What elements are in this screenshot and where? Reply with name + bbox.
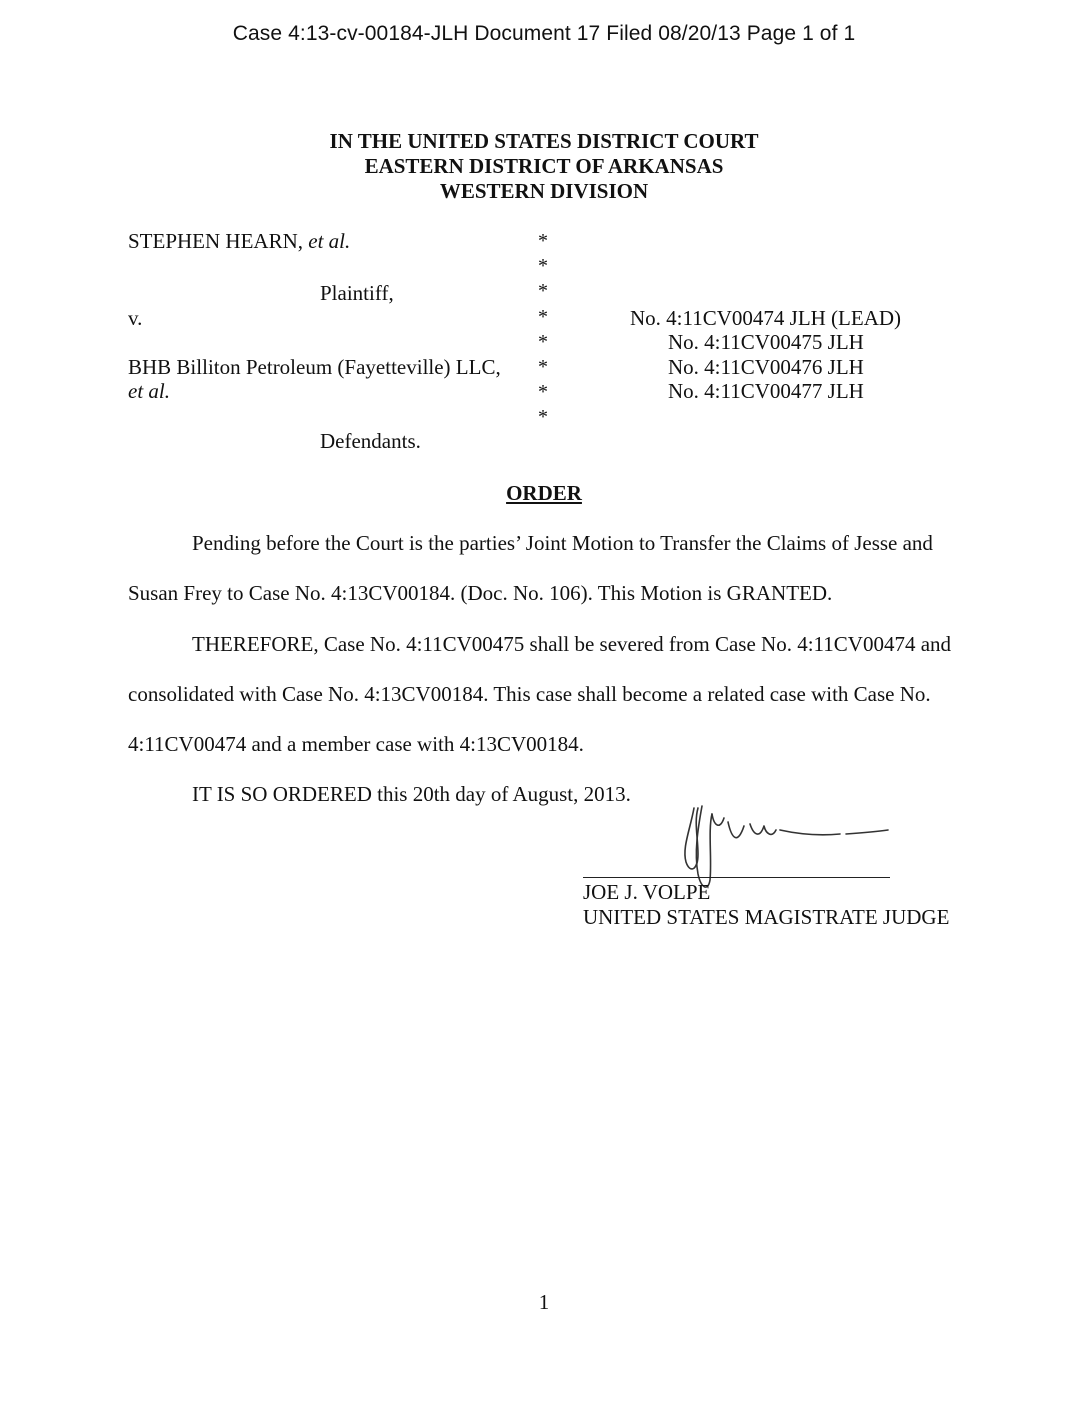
defendant-name: BHB Billiton Petroleum (Fayetteville) LLC, [128, 355, 501, 379]
body-line: Susan Frey to Case No. 4:13CV00184. (Doc. No. 106). This Motion is GRANTED. [128, 581, 833, 605]
caption-separator: * [538, 255, 548, 277]
plaintiff-line [128, 229, 350, 254]
defendant-etal: et al. [128, 379, 170, 403]
plaintiff-name: STEPHEN HEARN, [128, 229, 304, 253]
body-line: 4:11CV00474 and a member case with 4:13CV00184. [128, 732, 584, 756]
caption-separator: * [538, 406, 548, 428]
caption-separator: * [538, 331, 548, 353]
page-number: 1 [538, 1290, 550, 1314]
defendant-role: Defendants. [320, 429, 421, 453]
order-title: ORDER [506, 481, 582, 505]
body-line: IT IS SO ORDERED this 20th day of August, 2013. [192, 782, 631, 806]
court-district: EASTERN DISTRICT OF ARKANSAS [364, 154, 724, 178]
judge-name: JOE J. VOLPE [583, 880, 711, 904]
case-number: No. 4:11CV00475 JLH [668, 330, 864, 354]
plaintiff-role: Plaintiff, [320, 281, 394, 305]
body-line: THEREFORE, Case No. 4:11CV00475 shall be severed from Case No. 4:11CV00474 and [192, 632, 952, 656]
caption-separator: * [538, 230, 548, 252]
court-name: IN THE UNITED STATES DISTRICT COURT [329, 129, 759, 153]
body-line: consolidated with Case No. 4:13CV00184. This case shall become a related case with Case No. [128, 682, 931, 706]
body-line: Pending before the Court is the parties’ Joint Motion to Transfer the Claims of Jesse and [192, 531, 933, 555]
case-number: No. 4:11CV00477 JLH [668, 379, 864, 403]
court-division: WESTERN DIVISION [439, 179, 649, 203]
versus: v. [128, 306, 143, 330]
case-number: No. 4:11CV00476 JLH [668, 355, 864, 379]
signature-line [583, 877, 890, 878]
judge-title: UNITED STATES MAGISTRATE JUDGE [583, 905, 950, 929]
caption-separator: * [538, 280, 548, 302]
caption-separator: * [538, 306, 548, 328]
plaintiff-etal: et al. [308, 229, 351, 253]
filing-header: Case 4:13-cv-00184-JLH Document 17 Filed 08/20/13 Page 1 of 1 [232, 22, 856, 45]
caption-separator: * [538, 356, 548, 378]
case-number-lead: No. 4:11CV00474 JLH (LEAD) [630, 306, 902, 330]
caption-separator: * [538, 381, 548, 403]
